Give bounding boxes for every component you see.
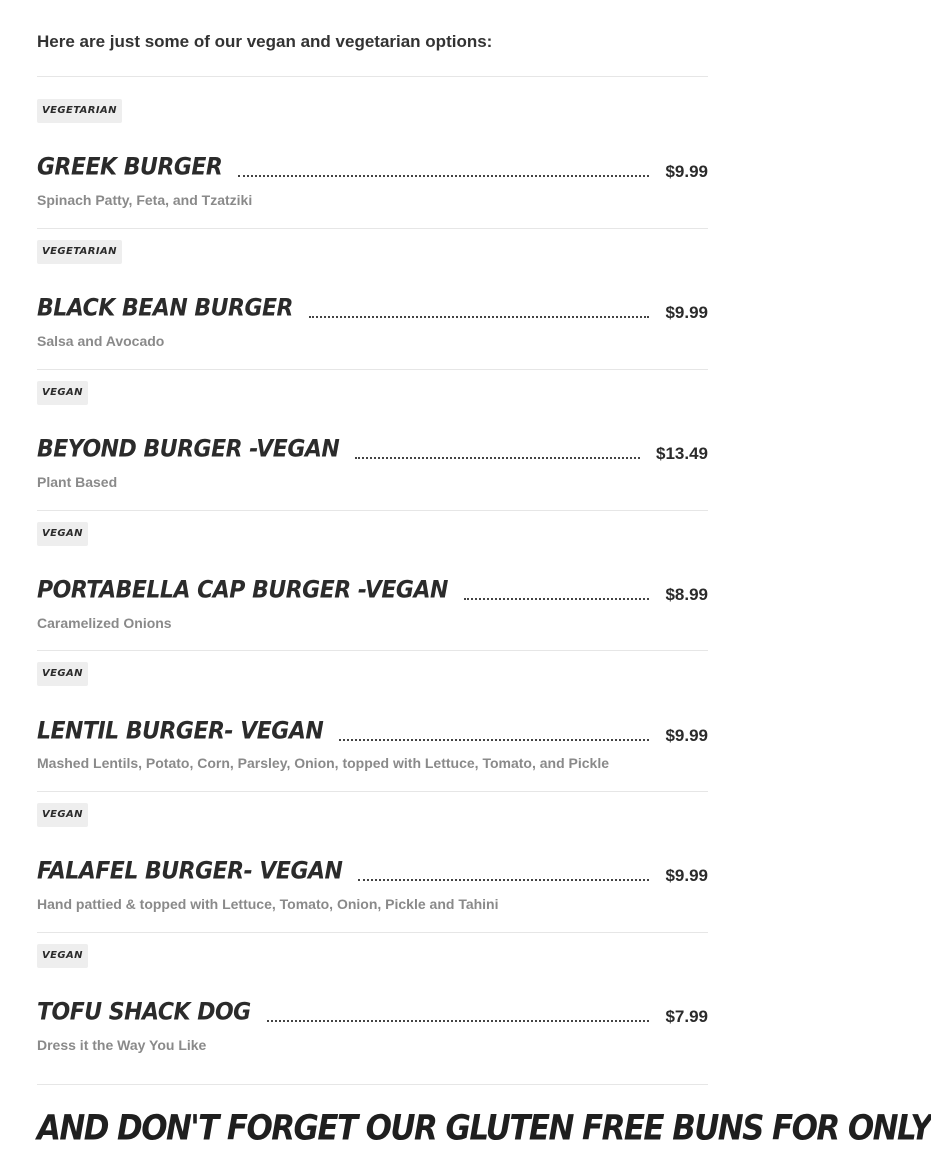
divider	[37, 510, 708, 511]
menu-item-header	[37, 992, 708, 1028]
menu-item-header	[37, 711, 708, 747]
item-price: $9.99	[665, 866, 708, 885]
item-description: Caramelized Onions	[37, 615, 172, 631]
divider	[37, 228, 708, 229]
item-price: $9.99	[665, 303, 708, 322]
menu-item-header	[37, 147, 708, 183]
item-description: Hand pattied & topped with Lettuce, Tomato, Onion, Pickle and Tahini	[37, 896, 499, 912]
item-name: TOFU SHACK DOG	[37, 998, 251, 1026]
item-price: $13.49	[656, 444, 708, 463]
dietary-tag: VEGAN	[37, 944, 88, 968]
item-price: $8.99	[665, 585, 708, 604]
menu-item-header	[37, 851, 708, 887]
item-name: BLACK BEAN BURGER	[37, 294, 293, 322]
item-name: LENTIL BURGER- VEGAN	[37, 717, 324, 745]
item-name: BEYOND BURGER -VEGAN	[37, 435, 340, 463]
menu-item-header	[37, 429, 708, 465]
divider	[37, 1084, 708, 1085]
divider	[37, 76, 708, 77]
item-name: FALAFEL BURGER- VEGAN	[37, 857, 343, 885]
divider	[37, 791, 708, 792]
menu-item-header	[37, 288, 708, 324]
dotted-leader	[358, 878, 649, 881]
item-description: Mashed Lentils, Potato, Corn, Parsley, Onion, topped with Lettuce, Tomato, and Pickle	[37, 755, 609, 771]
item-description: Dress it the Way You Like	[37, 1037, 207, 1053]
item-name: PORTABELLA CAP BURGER -VEGAN	[37, 576, 448, 604]
dietary-tag: VEGAN	[37, 662, 88, 686]
item-description: Spinach Patty, Feta, and Tzatziki	[37, 192, 253, 208]
dietary-tag: VEGAN	[37, 522, 88, 546]
item-price: $9.99	[665, 726, 708, 745]
item-price: $9.99	[665, 162, 708, 181]
divider	[37, 932, 708, 933]
dietary-tag: VEGETARIAN	[37, 240, 122, 264]
dotted-leader	[464, 597, 650, 600]
dotted-leader	[355, 456, 640, 459]
dietary-tag: VEGAN	[37, 803, 88, 827]
dotted-leader	[267, 1019, 650, 1022]
dotted-leader	[309, 315, 649, 318]
dotted-leader	[238, 174, 649, 177]
item-description: Plant Based	[37, 474, 118, 490]
item-description: Salsa and Avocado	[37, 333, 165, 349]
divider	[37, 369, 708, 370]
dotted-leader	[339, 738, 649, 741]
gluten-free-heading: AND DON'T FORGET OUR GLUTEN FREE BUNS FOR ONLY	[37, 1108, 931, 1149]
divider	[37, 650, 708, 651]
dietary-tag: VEGETARIAN	[37, 99, 122, 123]
item-name: GREEK BURGER	[37, 153, 223, 181]
item-price: $7.99	[665, 1007, 708, 1026]
menu-item-header	[37, 570, 708, 606]
intro-text: Here are just some of our vegan and vegetarian options:	[37, 32, 493, 51]
dietary-tag: VEGAN	[37, 381, 88, 405]
